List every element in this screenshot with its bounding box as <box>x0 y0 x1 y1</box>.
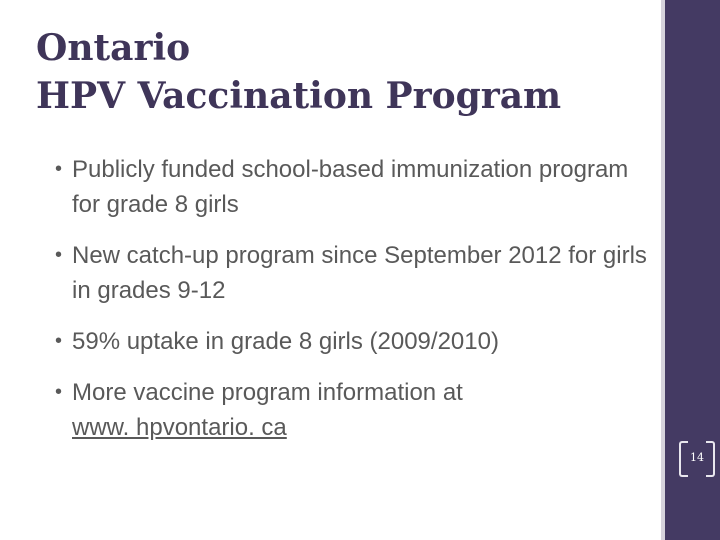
bullet-item <box>55 324 655 359</box>
bullet-list <box>55 152 655 461</box>
page-number-badge <box>679 441 715 477</box>
bullet-text: More vaccine program information at <box>72 379 463 406</box>
bullet-item <box>55 152 655 222</box>
title-line-1: Ontario <box>36 27 191 69</box>
bullet-text: 59% uptake in grade 8 girls (2009/2010) <box>72 328 499 355</box>
bullet-item <box>55 238 655 308</box>
page-number: 14 <box>690 451 704 464</box>
bullet-text: New catch-up program since September 2012 for girls in grades 9-12 <box>72 242 647 304</box>
bullet-item <box>55 375 655 445</box>
title-line-2: HPV Vaccination Program <box>36 75 562 117</box>
bullet-text: Publicly funded school-based immunization program for grade 8 girls <box>72 156 629 218</box>
slide-title <box>36 24 646 120</box>
hpv-ontario-link[interactable]: www. hpvontario. ca <box>72 414 287 441</box>
